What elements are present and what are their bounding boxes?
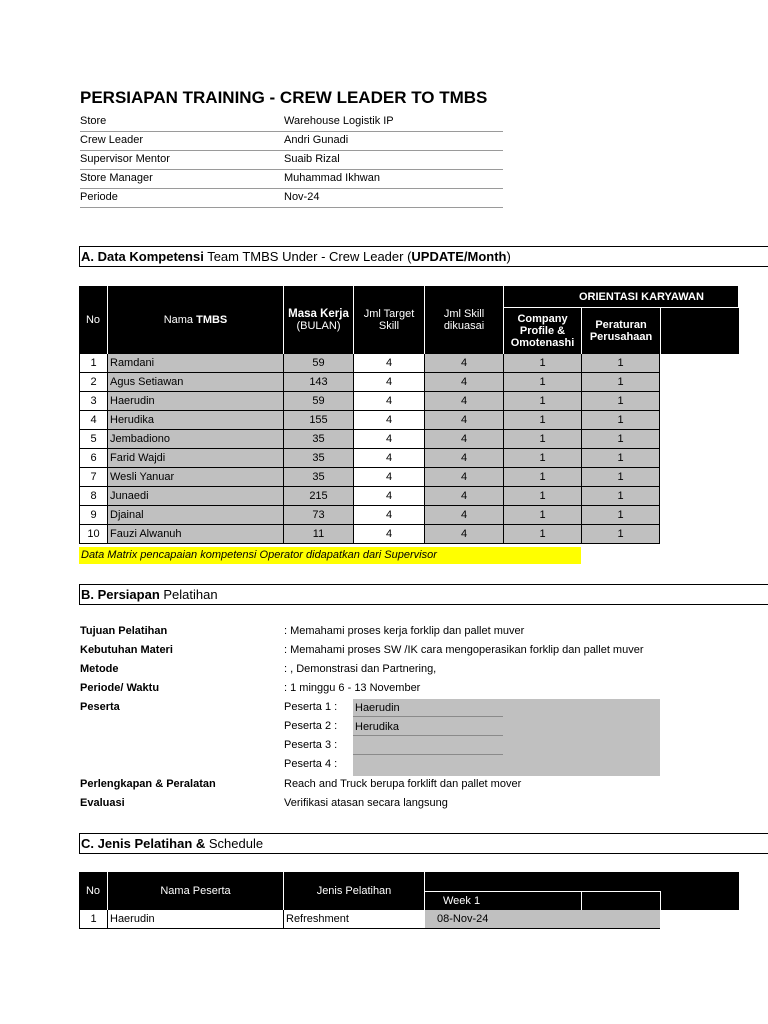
schedule-cell-no: 1: [79, 910, 108, 929]
cell-no: 7: [79, 468, 108, 487]
cell-company: 1: [504, 468, 582, 487]
cell-nama: Herudika: [108, 411, 284, 430]
kebutuhan-value: : Memahami proses SW /IK cara mengoperasikan forklip dan pallet muver: [284, 644, 644, 656]
cell-masa: 143: [284, 373, 354, 392]
cell-no: 10: [79, 525, 108, 544]
cell-target: 4: [354, 373, 425, 392]
cell-nama: Djainal: [108, 506, 284, 525]
cell-company: 1: [504, 449, 582, 468]
cell-peraturan: 1: [582, 430, 660, 449]
table-row: [79, 430, 660, 449]
header-orientasi: ORIENTASI KARYAWAN: [504, 286, 739, 308]
header-nama-prefix: Nama: [163, 314, 197, 326]
peserta-1-label: Peserta 1 :: [284, 701, 338, 713]
info-row-store: [80, 112, 503, 132]
info-row-periode: [80, 188, 503, 208]
section-a-heading-bold2: UPDATE/Month: [411, 249, 507, 264]
cell-skill: 4: [425, 468, 504, 487]
cell-target: 4: [354, 487, 425, 506]
cell-target: 4: [354, 506, 425, 525]
cell-no: 1: [79, 354, 108, 373]
section-c-heading: [79, 833, 768, 854]
cell-company: 1: [504, 392, 582, 411]
evaluasi-label: Evaluasi: [80, 797, 125, 809]
cell-company: 1: [504, 430, 582, 449]
header-peraturan: Peraturan Perusahaan: [582, 308, 661, 354]
cell-nama: Jembadiono: [108, 430, 284, 449]
table-row: [79, 373, 660, 392]
cell-company: 1: [504, 506, 582, 525]
header-nama-bold: TMBS: [196, 314, 228, 326]
cell-peraturan: 1: [582, 506, 660, 525]
schedule-table-header: [79, 872, 739, 910]
cell-skill: 4: [425, 373, 504, 392]
cell-peraturan: 1: [582, 373, 660, 392]
info-label: Store Manager: [80, 172, 153, 184]
schedule-header-week: Week 1: [425, 891, 582, 910]
tujuan-label: Tujuan Pelatihan: [80, 625, 168, 637]
metode-value: : , Demonstrasi dan Partnering,: [284, 663, 437, 675]
cell-nama: Junaedi: [108, 487, 284, 506]
kebutuhan-label: Kebutuhan Materi: [80, 644, 173, 656]
cell-masa: 73: [284, 506, 354, 525]
info-label: Periode: [80, 191, 118, 203]
info-row-store-manager: [80, 169, 503, 189]
cell-nama: Haerudin: [108, 392, 284, 411]
schedule-header-jenis: Jenis Pelatihan: [284, 872, 425, 910]
cell-nama: Agus Setiawan: [108, 373, 284, 392]
peserta-4-field[interactable]: [353, 756, 503, 774]
peserta-2-field[interactable]: Herudika: [353, 718, 503, 736]
section-c-heading-text: Schedule: [205, 836, 264, 851]
periode-label: Periode/ Waktu: [80, 682, 160, 694]
perlengkapan-value: Reach and Truck berupa forklift dan pallet mover: [284, 778, 522, 790]
schedule-cell-nama: Haerudin: [108, 910, 284, 929]
cell-company: 1: [504, 487, 582, 506]
cell-target: 4: [354, 411, 425, 430]
cell-target: 4: [354, 525, 425, 544]
info-row-supervisor: [80, 150, 503, 170]
cell-no: 2: [79, 373, 108, 392]
peserta-2-label: Peserta 2 :: [284, 720, 338, 732]
cell-nama: Fauzi Alwanuh: [108, 525, 284, 544]
cell-peraturan: 1: [582, 354, 660, 373]
cell-peraturan: 1: [582, 487, 660, 506]
cell-target: 4: [354, 468, 425, 487]
header-no: No: [79, 286, 108, 354]
table-row: [79, 449, 660, 468]
info-value: Suaib Rizal: [284, 153, 340, 165]
cell-no: 4: [79, 411, 108, 430]
metode-label: Metode: [80, 663, 119, 675]
schedule-header-nama: Nama Peserta: [108, 872, 284, 910]
cell-no: 8: [79, 487, 108, 506]
cell-masa: 35: [284, 430, 354, 449]
cell-skill: 4: [425, 525, 504, 544]
section-a-heading-close: ): [506, 249, 511, 264]
info-value: Warehouse Logistik IP: [284, 115, 394, 127]
cell-no: 6: [79, 449, 108, 468]
section-a-heading: [79, 246, 768, 267]
cell-company: 1: [504, 354, 582, 373]
schedule-header-no: No: [79, 872, 108, 910]
header-masa-kerja: [284, 286, 354, 354]
info-label: Crew Leader: [80, 134, 143, 146]
schedule-row: [79, 910, 660, 929]
cell-masa: 215: [284, 487, 354, 506]
cell-nama: Wesli Yanuar: [108, 468, 284, 487]
table-row: [79, 525, 660, 544]
cell-skill: 4: [425, 506, 504, 525]
section-a-heading-bold: A. Data Kompetensi: [81, 249, 204, 264]
table-row: [79, 487, 660, 506]
page-title: PERSIAPAN TRAINING - CREW LEADER TO TMBS: [80, 88, 488, 107]
header-jml-target: Jml Target Skill: [354, 286, 425, 354]
section-b-heading-bold: B. Persiapan: [81, 587, 160, 602]
cell-company: 1: [504, 411, 582, 430]
peserta-1-field[interactable]: Haerudin: [353, 699, 503, 717]
info-label: Supervisor Mentor: [80, 153, 170, 165]
schedule-cell-date: 08-Nov-24: [425, 910, 660, 929]
data-note: Data Matrix pencapaian kompetensi Operator didapatkan dari Supervisor: [79, 547, 581, 564]
cell-masa: 155: [284, 411, 354, 430]
peserta-4-label: Peserta 4 :: [284, 758, 338, 770]
perlengkapan-label: Perlengkapan & Peralatan: [80, 778, 216, 790]
cell-no: 3: [79, 392, 108, 411]
cell-skill: 4: [425, 430, 504, 449]
cell-peraturan: 1: [582, 525, 660, 544]
section-b-heading-text: Pelatihan: [159, 587, 218, 602]
cell-nama: Ramdani: [108, 354, 284, 373]
cell-nama: Farid Wajdi: [108, 449, 284, 468]
cell-no: 5: [79, 430, 108, 449]
table-row: [79, 354, 660, 373]
cell-masa: 35: [284, 449, 354, 468]
cell-masa: 59: [284, 392, 354, 411]
info-row-crew-leader: [80, 131, 503, 151]
table-row: [79, 411, 660, 430]
peserta-3-label: Peserta 3 :: [284, 739, 338, 751]
header-jml-skill: Jml Skill dikuasai: [425, 286, 504, 354]
info-value: Nov-24: [284, 191, 320, 203]
cell-target: 4: [354, 430, 425, 449]
header-masa-kerja-label: Masa Kerja: [288, 308, 349, 320]
section-c-heading-bold: C. Jenis Pelatihan &: [81, 836, 206, 851]
schedule-cell-jenis: Refreshment: [284, 910, 425, 929]
cell-skill: 4: [425, 411, 504, 430]
section-a-heading-text: Team TMBS Under - Crew Leader (: [203, 249, 412, 264]
cell-target: 4: [354, 354, 425, 373]
peserta-3-field[interactable]: [353, 737, 503, 755]
table-row: [79, 392, 660, 411]
cell-skill: 4: [425, 449, 504, 468]
cell-target: 4: [354, 392, 425, 411]
table-row: [79, 468, 660, 487]
cell-target: 4: [354, 449, 425, 468]
info-value: Andri Gunadi: [284, 134, 349, 146]
evaluasi-value: Verifikasi atasan secara langsung: [284, 797, 448, 809]
competency-table-header: [79, 286, 739, 354]
cell-peraturan: 1: [582, 468, 660, 487]
header-nama: [108, 286, 284, 354]
cell-masa: 59: [284, 354, 354, 373]
cell-peraturan: 1: [582, 392, 660, 411]
header-company: Company Profile & Omotenashi: [504, 308, 582, 354]
peserta-label: Peserta: [80, 701, 120, 713]
cell-peraturan: 1: [582, 449, 660, 468]
section-b-heading: [79, 584, 768, 605]
cell-no: 9: [79, 506, 108, 525]
info-value: Muhammad Ikhwan: [284, 172, 380, 184]
schedule-header-day: [582, 891, 661, 910]
info-label: Store: [80, 115, 107, 127]
cell-masa: 11: [284, 525, 354, 544]
cell-peraturan: 1: [582, 411, 660, 430]
cell-skill: 4: [425, 354, 504, 373]
header-masa-kerja-sub: (BULAN): [296, 320, 341, 332]
cell-skill: 4: [425, 487, 504, 506]
table-row: [79, 506, 660, 525]
cell-company: 1: [504, 525, 582, 544]
cell-skill: 4: [425, 392, 504, 411]
periode-value: : 1 minggu 6 - 13 November: [284, 682, 421, 694]
cell-company: 1: [504, 373, 582, 392]
cell-masa: 35: [284, 468, 354, 487]
tujuan-value: : Memahami proses kerja forklip dan pallet muver: [284, 625, 525, 637]
